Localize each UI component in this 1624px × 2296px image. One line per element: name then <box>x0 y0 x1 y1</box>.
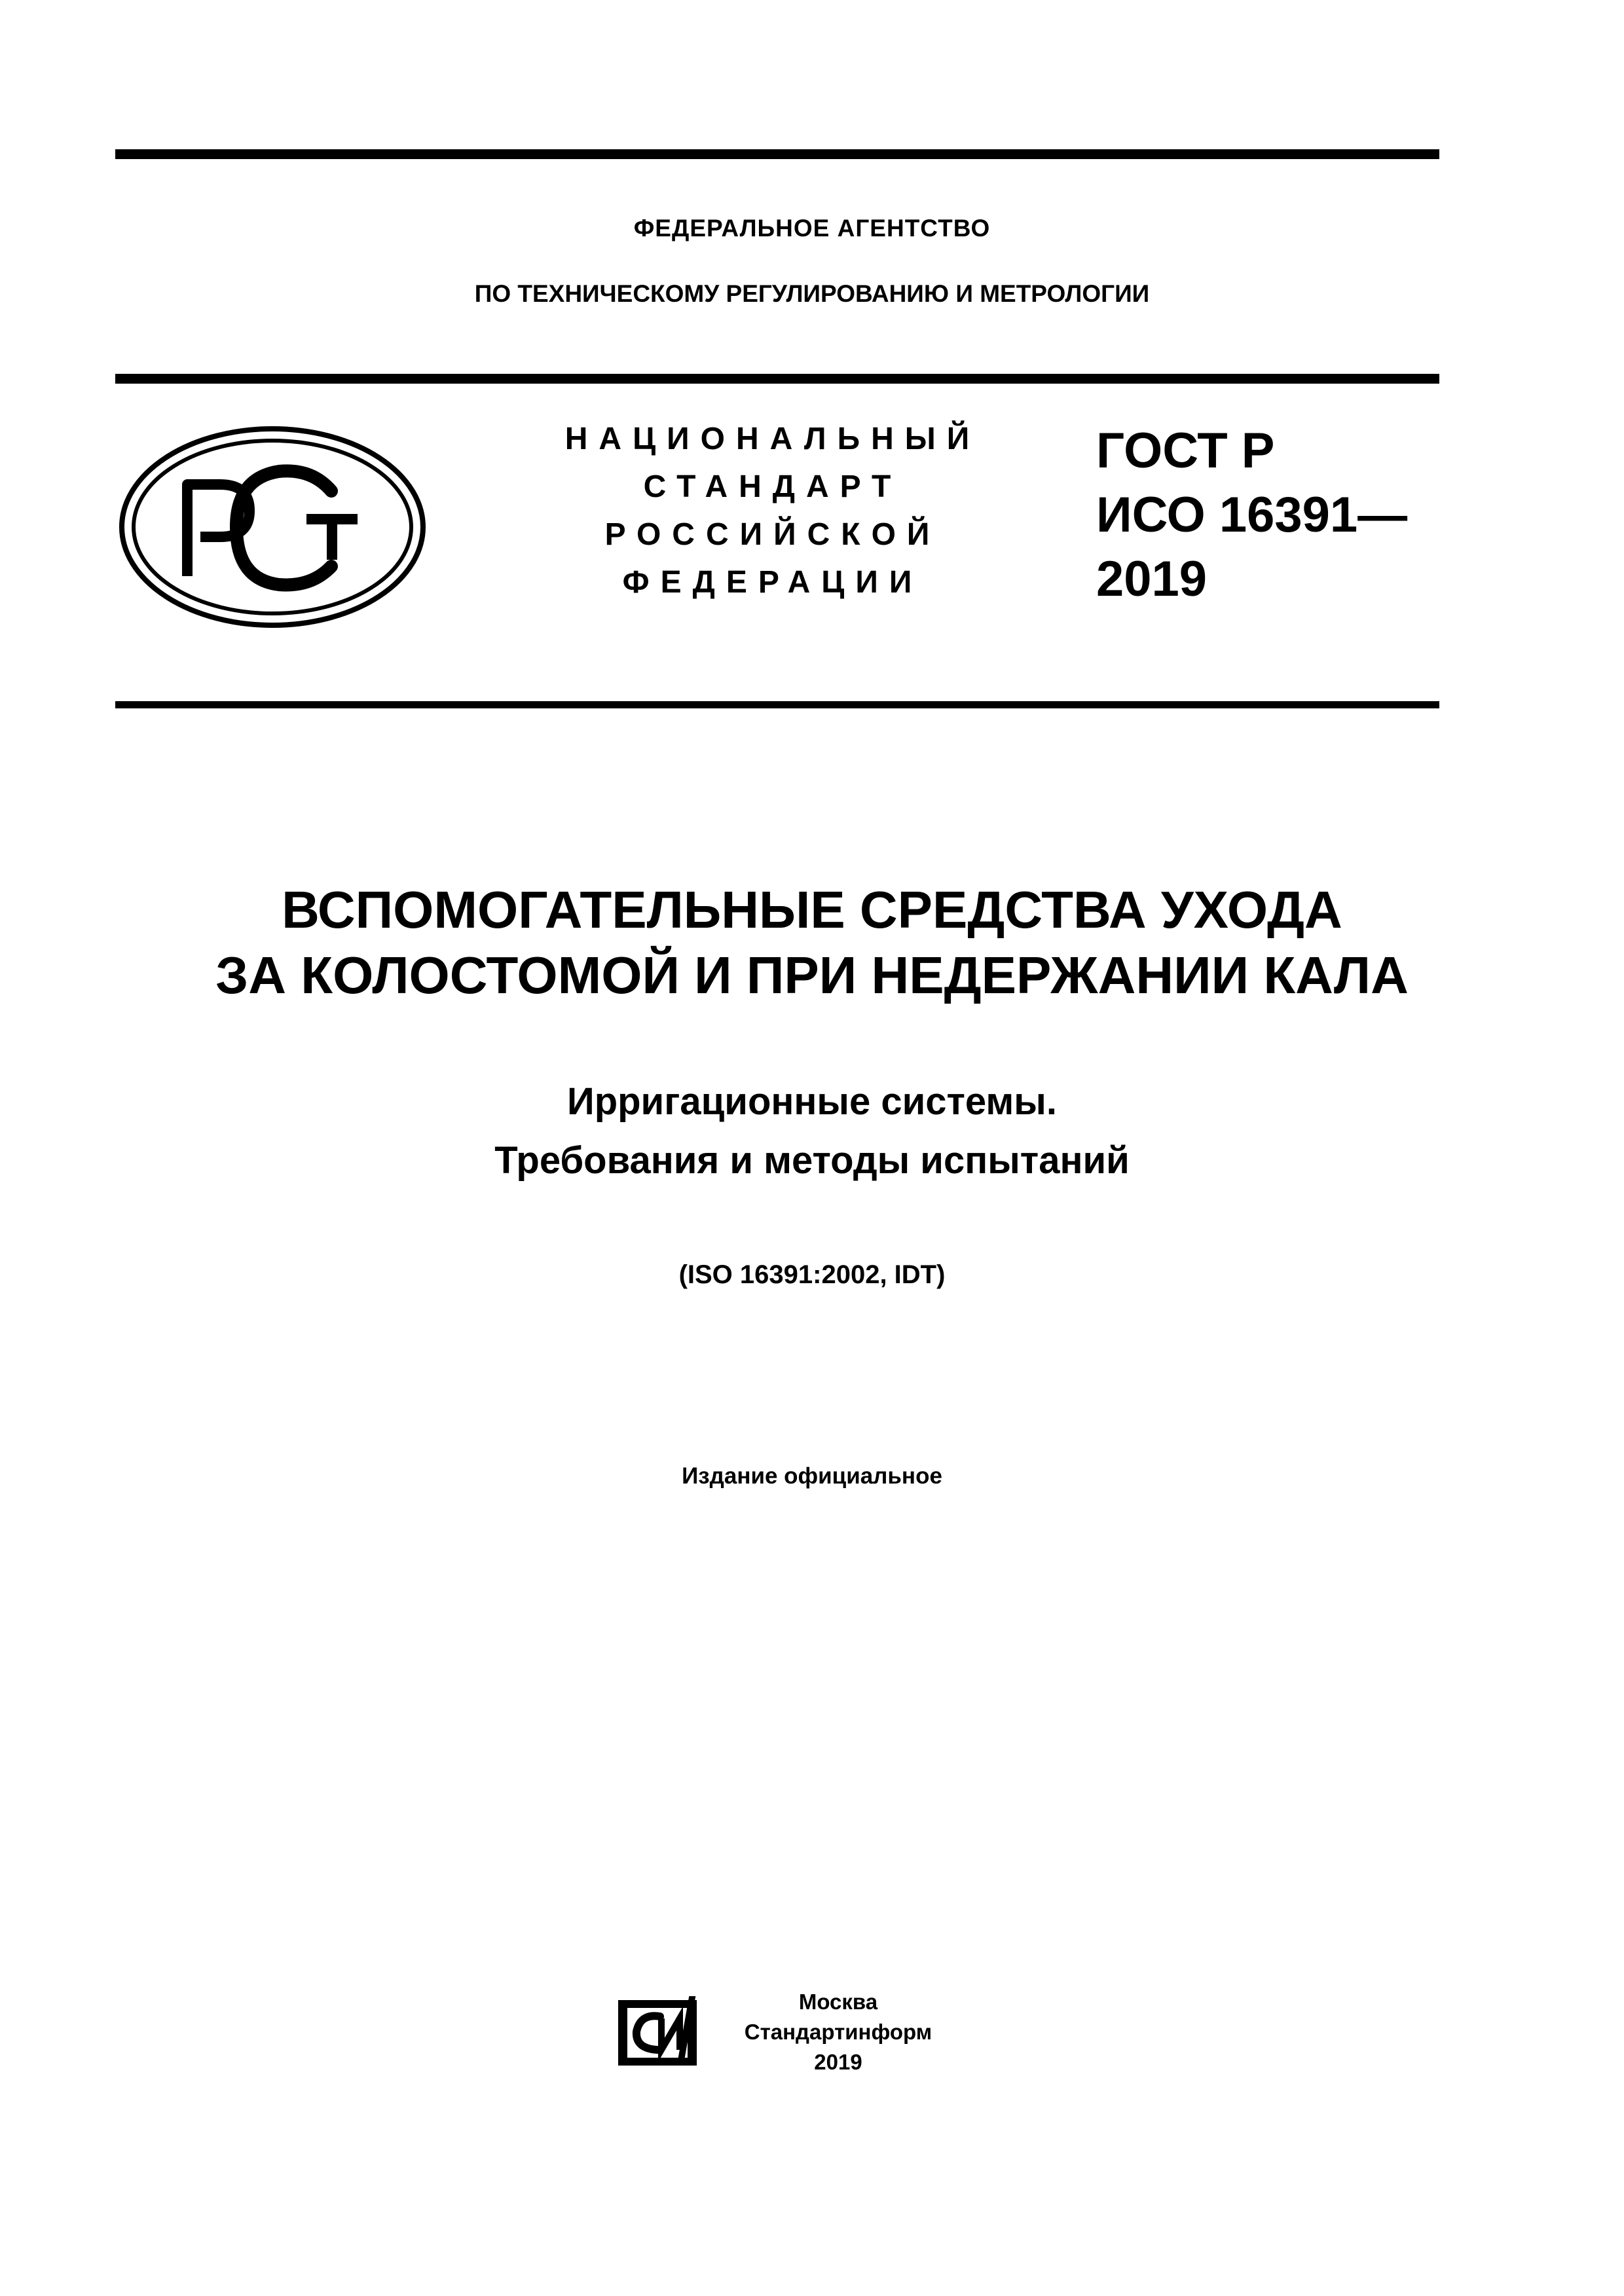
header-rule <box>115 374 1439 384</box>
header-bottom-rule <box>115 701 1439 708</box>
top-rule <box>115 149 1439 159</box>
designation-line-2: ИСО 16391— <box>1096 487 1408 543</box>
document-title <box>0 877 1624 1008</box>
publisher-city: Москва <box>798 1990 878 2014</box>
iso-reference: (ISO 16391:2002, IDT) <box>678 1260 946 1289</box>
publisher-block <box>724 1987 953 2077</box>
agency-line-1: ФЕДЕРАЛЬНОЕ АГЕНТСТВО <box>633 215 991 242</box>
document-subtitle <box>0 1072 1624 1190</box>
standartinform-logo-icon <box>614 1994 712 2075</box>
national-standard-block <box>498 415 1048 606</box>
national-standard-line-2: СТАНДАРТ <box>643 469 902 504</box>
edition-label: Издание официальное <box>682 1463 942 1489</box>
publisher-name: Стандартинформ <box>744 2020 932 2044</box>
title-line-2: ЗА КОЛОСТОМОЙ И ПРИ НЕДЕРЖАНИИ КАЛА <box>215 946 1409 1004</box>
national-standard-line-3: РОССИЙСКОЙ <box>604 517 941 552</box>
agency-line-2: ПО ТЕХНИЧЕСКОМУ РЕГУЛИРОВАНИЮ И МЕТРОЛОГИИ <box>474 280 1150 307</box>
publisher-year: 2019 <box>814 2050 862 2074</box>
designation-line-3: 2019 <box>1096 551 1208 607</box>
subtitle-line-1: Ирригационные системы. <box>567 1080 1057 1123</box>
designation-line-1: ГОСТ Р <box>1096 423 1275 479</box>
title-line-1: ВСПОМОГАТЕЛЬНЫЕ СРЕДСТВА УХОДА <box>282 881 1342 939</box>
national-standard-line-1: НАЦИОНАЛЬНЫЙ <box>564 422 981 456</box>
national-standard-line-4: ФЕДЕРАЦИИ <box>622 565 923 600</box>
subtitle-line-2: Требования и методы испытаний <box>494 1139 1130 1182</box>
rst-logo-icon <box>115 422 430 635</box>
standard-designation <box>1096 419 1407 611</box>
